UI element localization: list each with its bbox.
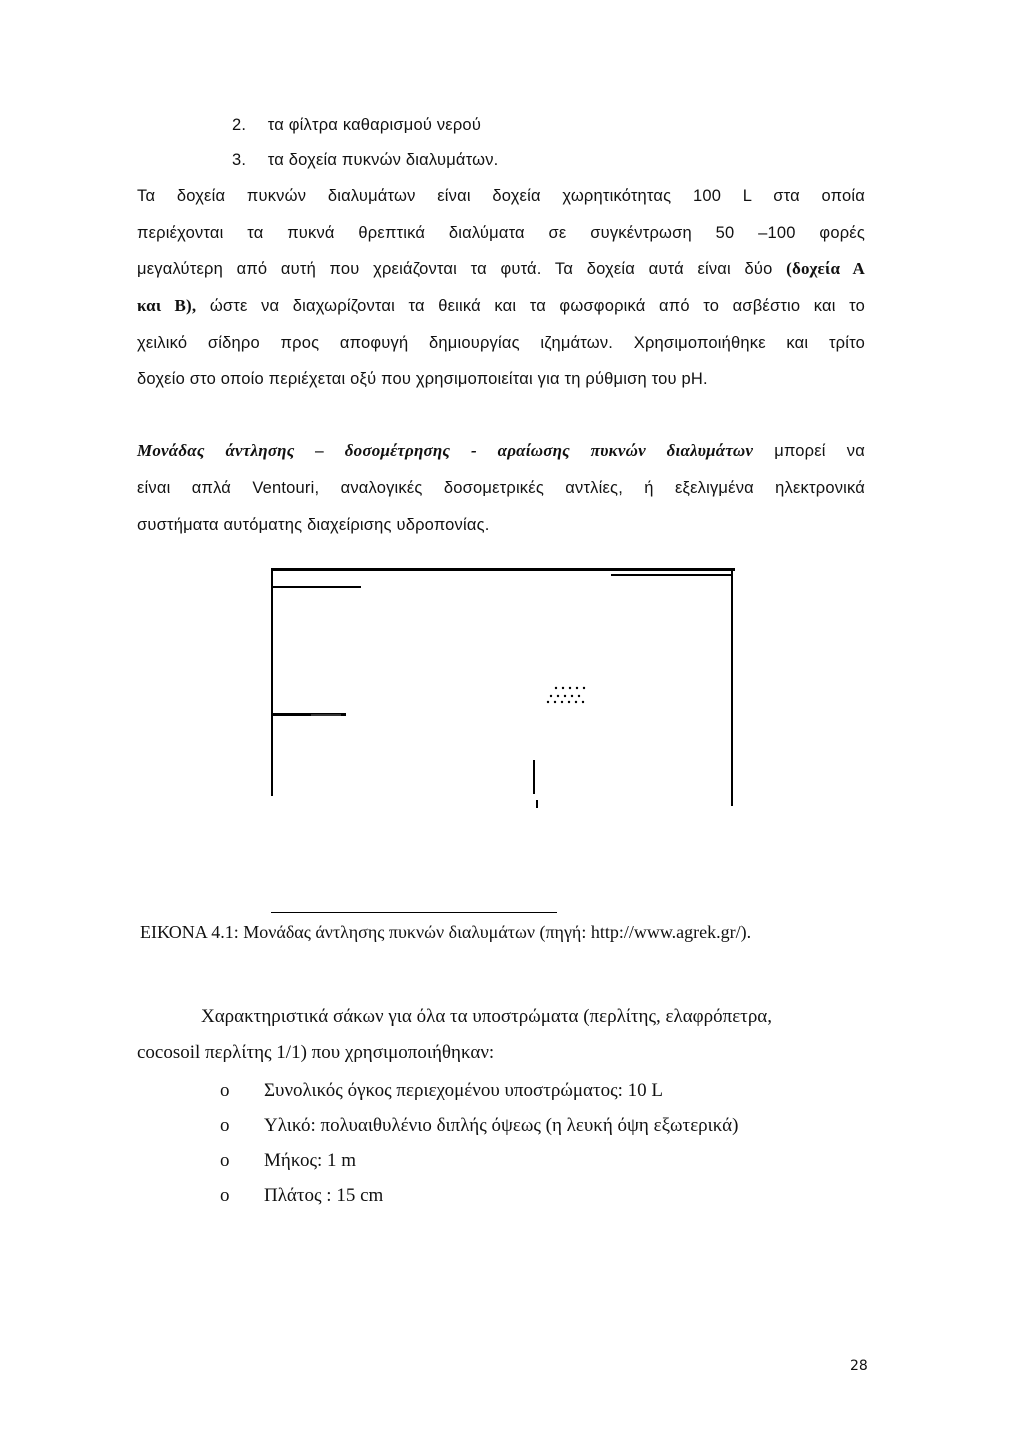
list-item-text: τα δοχεία πυκνών διαλυμάτων. (267, 151, 499, 169)
paragraph-line: Χαρακτηριστικά σάκων για όλα τα υποστρώματα (περλίτης, ελαφρόπετρα, (201, 1006, 773, 1027)
bullet-marker: o (220, 1115, 230, 1136)
list-item-number: 3. (232, 151, 247, 169)
paragraph-line (137, 295, 865, 317)
paragraph-text: μπορεί να (753, 442, 865, 460)
paragraph-line: χειλικό σίδηρο προς αποφυγή δημιουργίας ιζημάτων. Χρησιμοποιήθηκε και τρίτο (137, 334, 865, 352)
paragraph-line (137, 258, 865, 280)
bold-text: και Β), (137, 296, 197, 315)
paragraph-line: δοχείο στο οποίο περιέχεται οξύ που χρησιμοποιείται για τη ρύθμιση του pH. (137, 370, 708, 388)
bullet-item (220, 1150, 356, 1172)
paragraph-text: ώστε να διαχωρίζονται τα θειικά και τα φωσφορικά από το ασβέστιο και το (196, 297, 865, 315)
figure-image (271, 568, 735, 808)
list-item (232, 114, 481, 136)
list-item (232, 149, 498, 171)
caption-divider (271, 912, 557, 913)
paragraph-text: μεγαλύτερη από αυτή που χρειάζονται τα φυτά. Τα δοχεία αυτά είναι δύο (137, 260, 787, 278)
bold-text: (δοχεία Α (786, 259, 865, 278)
bullet-text: Μήκος: 1 m (264, 1150, 357, 1171)
paragraph-line: περιέχονται τα πυκνά θρεπτικά διαλύματα σε συγκέντρωση 50 –100 φορές (137, 224, 865, 242)
bullet-text: Συνολικός όγκος περιεχομένου υποστρώματος: 10 L (264, 1080, 664, 1101)
paragraph-line: cocosoil περλίτης 1/1) που χρησιμοποιήθηκαν: (137, 1042, 495, 1063)
bullet-item (220, 1115, 738, 1137)
bullet-item (220, 1185, 383, 1207)
paragraph-line: Τα δοχεία πυκνών διαλυμάτων είναι δοχεία χωρητικότητας 100 L στα οποία (137, 187, 865, 205)
bullet-text: Πλάτος : 15 cm (264, 1185, 384, 1206)
paragraph-line: είναι απλά Ventouri, αναλογικές δοσομετρικές αντλίες, ή εξελιγμένα ηλεκτρονικά (137, 479, 865, 497)
list-item-number: 2. (232, 116, 247, 134)
bullet-item (220, 1080, 663, 1102)
paragraph-line: συστήματα αυτόματης διαχείρισης υδροπονίας. (137, 516, 490, 534)
paragraph-line (137, 440, 865, 462)
bullet-marker: o (220, 1080, 230, 1101)
bold-italic-text: Μονάδας άντλησης – δοσομέτρησης - αραίωσης πυκνών διαλυμάτων (137, 441, 754, 460)
bullet-marker: o (220, 1185, 230, 1206)
list-item-text: τα φίλτρα καθαρισμού νερού (267, 116, 482, 134)
page-number: 28 (850, 1358, 868, 1374)
figure-caption: ΕΙΚΟΝΑ 4.1: Μονάδας άντλησης πυκνών διαλυμάτων (πηγή: http://www.agrek.gr/). (140, 922, 752, 942)
bullet-text: Υλικό: πολυαιθυλένιο διπλής όψεως (η λευκή όψη εξωτερικά) (264, 1115, 739, 1136)
bullet-marker: o (220, 1150, 230, 1171)
figure-frame (271, 568, 735, 808)
